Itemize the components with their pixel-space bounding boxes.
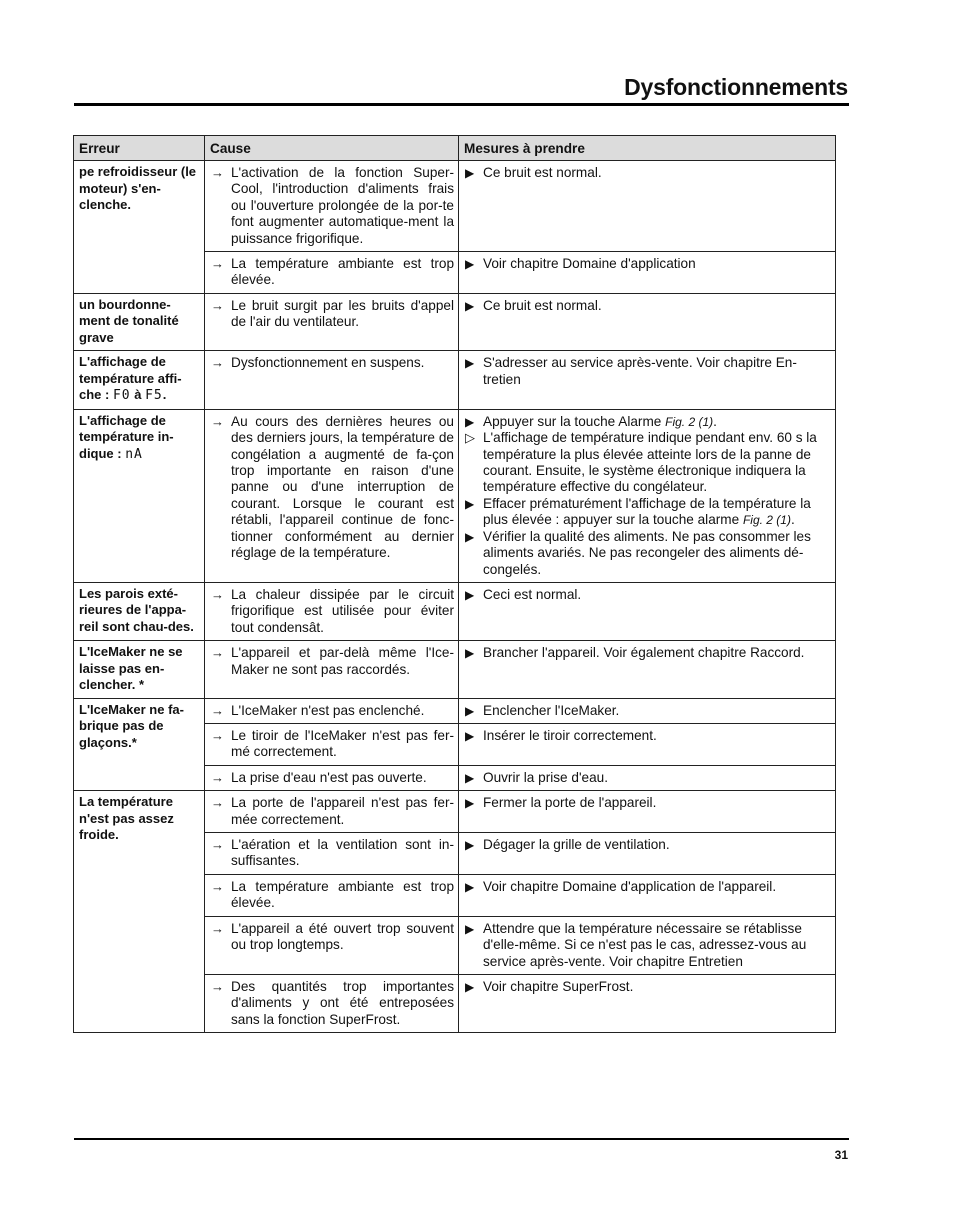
- right-arrow-icon: →: [211, 978, 224, 994]
- measure-text-main: S'adresser au service après-vente. Voir chapitre En-tretien: [483, 355, 797, 387]
- measure-text-main: Dégager la grille de ventilation.: [483, 837, 670, 853]
- measure-item: [463, 921, 831, 970]
- measure-item: [463, 256, 831, 272]
- filled-triangle-icon: ▶: [465, 979, 475, 994]
- measure-text: [483, 879, 831, 895]
- filled-triangle-icon: ▶: [465, 257, 475, 272]
- error-label: Les parois exté-rieures de l'appa-reil sont chau-des.: [79, 585, 194, 634]
- measure-item: [463, 414, 831, 430]
- measure-text: [483, 298, 831, 314]
- error-cell: [74, 641, 205, 699]
- measure-item: [463, 430, 831, 496]
- cause-item: [209, 728, 454, 761]
- filled-triangle-icon: ▶: [465, 646, 475, 661]
- measure-text: [483, 837, 831, 853]
- measures-cell: [459, 582, 836, 640]
- cause-text: Dysfonctionnement en suspens.: [231, 355, 425, 371]
- right-arrow-icon: →: [211, 413, 224, 429]
- measures-cell: [459, 641, 836, 699]
- right-arrow-icon: →: [211, 769, 224, 785]
- filled-triangle-icon: ▶: [465, 166, 475, 180]
- right-arrow-icon: →: [211, 586, 224, 602]
- cause-text: Le tiroir de l'IceMaker n'est pas fer-mé correctement.: [231, 728, 454, 760]
- error-label: L'affichage de température in-dique :: [79, 412, 174, 461]
- error-label: L'affichage de température affi-che :: [79, 354, 182, 403]
- measure-text: [483, 529, 831, 578]
- table-row: [74, 351, 836, 410]
- measure-text-main: Enclencher l'IceMaker.: [483, 702, 620, 718]
- measure-item: [463, 703, 831, 719]
- right-arrow-icon: →: [211, 645, 224, 661]
- table-row: [74, 409, 836, 582]
- cause-text: Au cours des dernières heures ou des derniers jours, la température de congélation a augmenté de fa-çon trop importante en raison d'une panne ou d'une interruption de courant. Lorsque le courant est rétabli, l'appareil continue de fonc-tionner conformément au dernier réglage de la température.: [231, 413, 454, 561]
- cause-cell: [205, 724, 459, 766]
- page-number: 31: [834, 1148, 848, 1162]
- measure-text-end: .: [713, 413, 717, 429]
- error-label: un bourdonne-ment de tonalité grave: [79, 296, 179, 345]
- cause-item: [209, 770, 454, 786]
- right-arrow-icon: →: [211, 297, 224, 313]
- display-code: F5: [145, 388, 163, 404]
- cause-text: L'appareil et par-delà même l'Ice-Maker ne sont pas raccordés.: [231, 645, 454, 677]
- measure-text-main: Ce bruit est normal.: [483, 165, 602, 180]
- measures-cell: [459, 765, 836, 790]
- measure-item: [463, 979, 831, 995]
- cause-text: La chaleur dissipée par le circuit frigorifique est utilisée pour éviter tout condensât.: [231, 586, 454, 635]
- cause-cell: [205, 791, 459, 833]
- measure-text: [483, 728, 831, 744]
- measure-text: [483, 703, 831, 719]
- page-title: Dysfonctionnements: [624, 74, 848, 100]
- measure-text-main: Voir chapitre Domaine d'application: [483, 256, 696, 272]
- footer-rule: [74, 1138, 849, 1140]
- display-code: F0: [112, 388, 131, 404]
- filled-triangle-icon: ▶: [465, 496, 475, 511]
- right-arrow-icon: →: [211, 256, 224, 272]
- measures-cell: [459, 833, 836, 875]
- cause-text: Des quantités trop importantes d'aliments y ont été entreposées sans la fonction SuperFrost.: [231, 978, 454, 1027]
- measures-cell: [459, 874, 836, 916]
- right-arrow-icon: →: [211, 878, 224, 894]
- column-header-cause: Cause: [205, 136, 459, 161]
- column-header-measures: Mesures à prendre: [459, 136, 836, 161]
- cause-item: [209, 921, 454, 954]
- error-label: L'IceMaker ne se laisse pas en-clencher. *: [79, 644, 183, 693]
- cause-item: [209, 879, 454, 912]
- cause-text: L'aération et la ventilation sont in-suffisantes.: [231, 837, 454, 869]
- cause-cell: [205, 161, 459, 252]
- cause-cell: [205, 874, 459, 916]
- measure-text-main: Ce bruit est normal.: [483, 297, 602, 313]
- measure-text-main: Effacer prématurément l'affichage de la température la plus élevée : appuyer sur la touche alarme: [483, 495, 811, 528]
- measure-text: [483, 795, 831, 811]
- measure-text-main: Fermer la porte de l'appareil.: [483, 795, 657, 811]
- header-rule: [74, 103, 849, 106]
- error-joiner: à: [134, 387, 142, 403]
- error-cell: [74, 582, 205, 640]
- error-label: pe refroidisseur (le moteur) s'en-clenche.: [79, 164, 197, 212]
- cause-text: La température ambiante est trop élevée.: [231, 878, 454, 911]
- cause-cell: [205, 765, 459, 790]
- error-cell: [74, 351, 205, 410]
- measures-cell: [459, 916, 836, 974]
- right-arrow-icon: →: [211, 920, 224, 936]
- measure-text-main: Attendre que la température nécessaire se rétablisse d'elle-même. Si ce n'est pas le cas, adressez-vous au service après-vente. Voir chapitre Entretien: [483, 920, 807, 969]
- cause-item: [209, 979, 454, 1028]
- measure-item: [463, 165, 831, 181]
- filled-triangle-icon: ▶: [465, 729, 475, 744]
- measures-cell: [459, 351, 836, 410]
- measure-text: [483, 165, 831, 181]
- measure-item: [463, 795, 831, 811]
- measure-item: [463, 587, 831, 603]
- measures-cell: [459, 252, 836, 294]
- error-label: La température n'est pas assez froide.: [79, 794, 174, 843]
- cause-item: [209, 298, 454, 331]
- cause-text: Le bruit surgit par les bruits d'appel de l'air du ventilateur.: [231, 297, 454, 330]
- cause-cell: [205, 582, 459, 640]
- filled-triangle-icon: ▶: [465, 796, 475, 811]
- measure-text-main: Brancher l'appareil. Voir également chapitre Raccord.: [483, 645, 805, 661]
- measure-text: [483, 645, 831, 661]
- troubleshooting-table: [73, 135, 836, 1033]
- measure-item: [463, 355, 831, 388]
- error-cell: [74, 409, 205, 582]
- figure-reference: Fig. 2 (1): [665, 414, 714, 429]
- display-code: nA: [125, 446, 143, 462]
- table-body: [74, 161, 836, 1033]
- measure-text: [483, 496, 831, 529]
- measure-text: [483, 355, 831, 388]
- table-row: [74, 641, 836, 699]
- measure-text-end: .: [790, 512, 795, 528]
- measure-item: [463, 645, 831, 661]
- table-row: [74, 791, 836, 833]
- measure-item: [463, 529, 831, 578]
- cause-item: [209, 703, 454, 719]
- filled-triangle-icon: ▶: [465, 587, 475, 602]
- error-cell: [74, 698, 205, 791]
- cause-item: [209, 165, 454, 247]
- error-cell: [74, 791, 205, 1033]
- cause-text: L'activation de la fonction Super-Cool, l'introduction d'aliments frais ou l'ouverture prolongée de la por-te font augmenter automatique-ment la puissance frigorifique.: [231, 165, 454, 246]
- filled-triangle-icon: ▶: [465, 298, 475, 313]
- cause-cell: [205, 698, 459, 723]
- measure-text-main: Voir chapitre SuperFrost.: [483, 978, 634, 994]
- right-arrow-icon: →: [211, 837, 224, 853]
- measure-text-main: Ouvrir la prise d'eau.: [483, 769, 608, 785]
- cause-cell: [205, 351, 459, 410]
- error-suffix: .: [162, 387, 167, 403]
- error-label: L'IceMaker ne fa-brique pas de glaçons.*: [79, 701, 184, 750]
- cause-cell: [205, 641, 459, 699]
- right-arrow-icon: →: [211, 728, 224, 744]
- cause-item: [209, 795, 454, 828]
- cause-cell: [205, 974, 459, 1032]
- measures-cell: [459, 293, 836, 351]
- cause-item: [209, 645, 454, 678]
- measure-text-main: Insérer le tiroir correctement.: [483, 728, 657, 744]
- cause-text: L'IceMaker n'est pas enclenché.: [231, 702, 425, 718]
- measure-text: [483, 979, 831, 995]
- cause-text: La prise d'eau n'est pas ouverte.: [231, 769, 427, 785]
- measure-text: [483, 430, 831, 496]
- measure-text-main: Vérifier la qualité des aliments. Ne pas consommer les aliments avariés. Ne pas recongeler des aliments dé-congelés.: [483, 528, 811, 577]
- right-arrow-icon: →: [211, 795, 224, 811]
- measures-cell: [459, 409, 836, 582]
- measure-item: [463, 837, 831, 853]
- cause-text: La porte de l'appareil n'est pas fer-mée correctement.: [231, 795, 454, 827]
- right-arrow-icon: →: [211, 702, 224, 718]
- table-row: [74, 293, 836, 351]
- filled-triangle-icon: ▶: [465, 838, 475, 853]
- cause-item: [209, 587, 454, 636]
- right-arrow-icon: →: [211, 355, 224, 371]
- measure-item: [463, 770, 831, 786]
- cause-text: L'appareil a été ouvert trop souvent ou trop longtemps.: [231, 920, 454, 953]
- filled-triangle-icon: ▶: [465, 529, 475, 544]
- measure-text: [483, 256, 831, 272]
- error-cell: [74, 161, 205, 294]
- column-header-error: Erreur: [74, 136, 205, 161]
- measures-cell: [459, 724, 836, 766]
- cause-cell: [205, 293, 459, 351]
- measure-text-main: Appuyer sur la touche Alarme: [483, 413, 662, 429]
- table-row: [74, 582, 836, 640]
- cause-item: [209, 414, 454, 562]
- measure-text-main: L'affichage de température indique pendant env. 60 s la température la plus élevée atteinte lors de la panne de courant. Ensuite, le système électronique indiquera la température effective du congélateur.: [483, 430, 817, 495]
- measure-item: [463, 298, 831, 314]
- measure-text: [483, 770, 831, 786]
- filled-triangle-icon: ▶: [465, 703, 475, 718]
- measure-text: [483, 414, 831, 430]
- cause-cell: [205, 833, 459, 875]
- filled-triangle-icon: ▶: [465, 356, 475, 371]
- measure-text-main: Ceci est normal.: [483, 586, 582, 602]
- measures-cell: [459, 791, 836, 833]
- cause-cell: [205, 916, 459, 974]
- measure-text: [483, 921, 831, 970]
- table-row: [74, 161, 836, 252]
- table-row: [74, 698, 836, 723]
- measures-cell: [459, 161, 836, 252]
- cause-item: [209, 837, 454, 870]
- error-cell: [74, 293, 205, 351]
- measure-text-main: Voir chapitre Domaine d'application de l'appareil.: [483, 878, 777, 894]
- figure-reference: Fig. 2 (1): [742, 513, 791, 528]
- measure-item: [463, 728, 831, 744]
- measures-cell: [459, 974, 836, 1032]
- cause-item: [209, 355, 454, 371]
- filled-triangle-icon: ▶: [465, 879, 475, 894]
- cause-text: La température ambiante est trop élevée.: [231, 256, 454, 288]
- hollow-triangle-icon: ▷: [465, 430, 475, 446]
- measure-item: [463, 879, 831, 895]
- cause-cell: [205, 409, 459, 582]
- measure-item: [463, 496, 831, 529]
- filled-triangle-icon: ▶: [465, 921, 475, 936]
- measures-cell: [459, 698, 836, 723]
- measure-text: [483, 587, 831, 603]
- table-header-row: [74, 136, 836, 161]
- filled-triangle-icon: ▶: [465, 770, 475, 785]
- cause-cell: [205, 252, 459, 294]
- cause-item: [209, 256, 454, 289]
- right-arrow-icon: →: [211, 165, 224, 180]
- filled-triangle-icon: ▶: [465, 414, 475, 429]
